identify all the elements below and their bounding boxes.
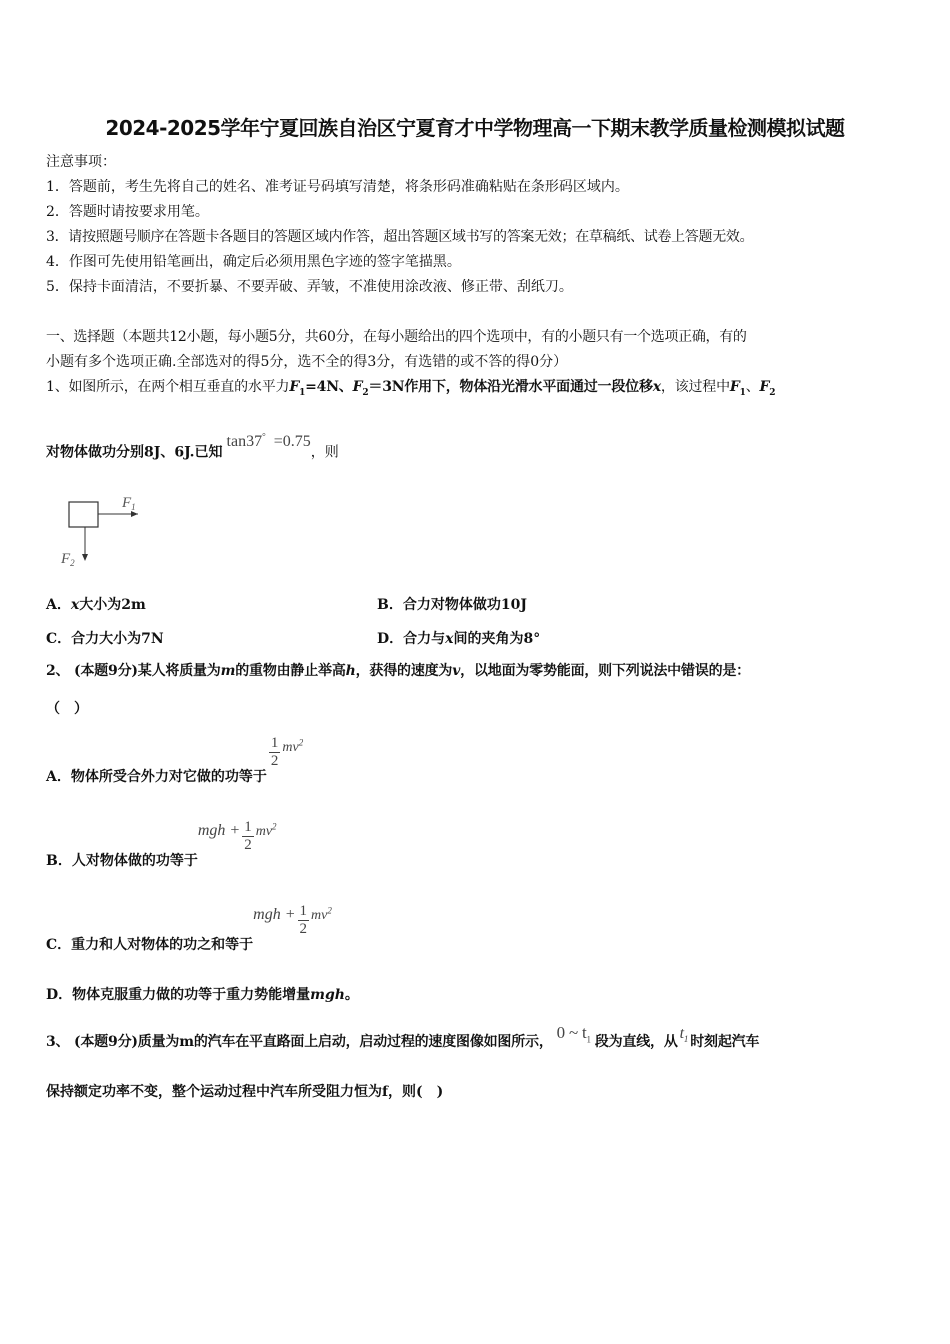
notice-item: 2．答题时请按要求用笔。 (46, 204, 209, 220)
q2-option-a[interactable] (46, 735, 304, 785)
mgh-plus: mgh + (253, 905, 296, 923)
page-title: 2024-2025学年宁夏回族自治区宁夏育才中学物理高一下期末教学质量检测模拟试题 (105, 116, 845, 140)
q2-text: 的重物由静止举高 (235, 663, 346, 679)
q1-f2-sub: 2 (362, 387, 369, 398)
q1-text: ，该过程中 (660, 379, 730, 395)
option-text: A．物体所受合外力对它做的功等于 (46, 768, 267, 785)
mv-squared: $mv^2$ (311, 904, 332, 923)
option-variable: x (70, 597, 80, 613)
section-header-line2: 小题有多个选项正确.全部选对的得5分，选不全的得3分，有选错的或不答的得0分） (46, 354, 568, 370)
q1-text: 1、如图所示，在两个相互垂直的水平力 (46, 379, 290, 395)
option-variable: x (445, 631, 454, 647)
option-text: 合力大小为7N (71, 631, 164, 647)
q1-f2: F (352, 379, 363, 395)
q1-force-diagram (56, 488, 166, 574)
option-label: C． (46, 631, 72, 647)
option-label: B． (377, 597, 403, 613)
q2-stem (46, 662, 750, 680)
q1-f2-value: ＝3N作用下，物体沿光滑水平面通过一段位移 (368, 379, 653, 395)
q1-x: x (652, 379, 661, 395)
fraction-half: $\frac{1}{2}$ (244, 819, 252, 853)
q1-stem-line2 (46, 432, 339, 461)
q1-option-b[interactable] (377, 594, 527, 614)
section-header-line1: 一、选择题（本题共12小题，每小题5分，共60分，在每小题给出的四个选项中，有的小题只有一个选项正确，有的 (46, 329, 747, 345)
notice-item: 4．作图可先使用铅笔画出，确定后必须用黑色字迹的签字笔描黑。 (46, 254, 461, 270)
q2-text: 2、 (本题9分)某人将质量为 (46, 663, 221, 679)
q2-option-c[interactable] (46, 903, 332, 953)
notice-item: 5．保持卡面清洁，不要折暴、不要弄破、弄皱，不准使用涂改液、修正带、刮纸刀。 (46, 279, 573, 295)
q1-f1: F (729, 379, 740, 395)
q1-option-d[interactable] (377, 628, 540, 648)
option-text: D．物体克服重力做的功等于重力势能增量 (46, 987, 311, 1003)
tan-degree: ° (262, 432, 266, 442)
q2-var-h: h (345, 663, 356, 679)
q1-text: 对物体做功分别8J、6J.已知 (46, 444, 223, 461)
q2-option-b[interactable] (46, 819, 277, 869)
mv-squared: $mv^2$ (255, 820, 277, 839)
option-text: B．人对物体做的功等于 (46, 852, 198, 869)
option-text: 。 (344, 987, 359, 1003)
object-box (69, 502, 98, 527)
notice-item: 3．请按照题号顺序在答题卡各题目的答题区域内作答，超出答题区域书写的答案无效；在草稿纸、试卷上答题无效。 (46, 229, 754, 245)
q1-f1: F (289, 379, 300, 395)
tan-expression: tan37 (226, 433, 263, 451)
f2-label: $F_2$ (61, 551, 75, 568)
option-text: 合力对物体做功10J (402, 597, 527, 613)
option-text: 大小为2m (79, 597, 146, 613)
q2-var-m: m (220, 663, 236, 679)
t1-symbol: $t_1$ (679, 1025, 689, 1045)
q3-text: 段为直线，从 (594, 1034, 678, 1050)
f1-label: $F_1$ (122, 495, 136, 512)
q1-stem-line1 (46, 378, 775, 402)
q3-text: 时刻起汽车 (690, 1034, 760, 1050)
q1-f2-sub: 2 (769, 387, 776, 398)
q3-text: 3、 (本题9分)质量为m的汽车在平直路面上启动，启动过程的速度图像如图所示， (46, 1034, 553, 1050)
q3-stem-line1 (46, 1023, 760, 1056)
q3-stem-line2: 保持额定功率不变，整个运动过程中汽车所受阻力恒为f，则( ) (46, 1084, 444, 1100)
tan-value: =0.75 (273, 433, 311, 451)
option-text: 间的夹角为8° (453, 631, 541, 647)
mgh-plus: mgh + (197, 821, 241, 839)
notice-item: 1．答题前，考生先将自己的姓名、准考证号码填写清楚，将条形码准确粘贴在条形码区域内。 (46, 179, 629, 195)
option-label: A． (46, 597, 71, 613)
option-text: C．重力和人对物体的功之和等于 (46, 936, 254, 953)
option-label: D． (377, 631, 404, 647)
q1-f1-sub: 1 (299, 387, 306, 398)
q1-f2: F (759, 379, 770, 395)
notice-heading: 注意事项： (46, 154, 116, 170)
q2-answer-paren: （ ） (46, 701, 88, 717)
option-text: 合力与 (403, 631, 446, 647)
q1-separator: 、 (745, 379, 760, 395)
tan-formula (227, 433, 311, 450)
q2-text: ，以地面为零势能面，则下列说法中错误的是： (460, 663, 750, 679)
option-variable: mgh (310, 987, 345, 1003)
q2-text: ，获得的速度为 (355, 663, 453, 679)
fraction-half: $\frac{1}{2}$ (299, 903, 308, 937)
q1-text: ，则 (310, 444, 339, 461)
q1-f1-sub: 1 (739, 387, 746, 398)
fraction-half: $\frac{1}{2}$ (270, 735, 279, 769)
q1-option-c[interactable] (46, 628, 164, 648)
q1-f1-value: =4N、 (305, 379, 353, 395)
time-range: 0 ~ $t_1$ (556, 1023, 591, 1045)
mv-squared: $mv^2$ (282, 736, 304, 755)
q1-option-a[interactable] (46, 594, 146, 614)
q2-var-v: v (452, 663, 461, 679)
q2-option-d[interactable] (46, 986, 359, 1004)
f2-arrow-head (82, 554, 88, 561)
